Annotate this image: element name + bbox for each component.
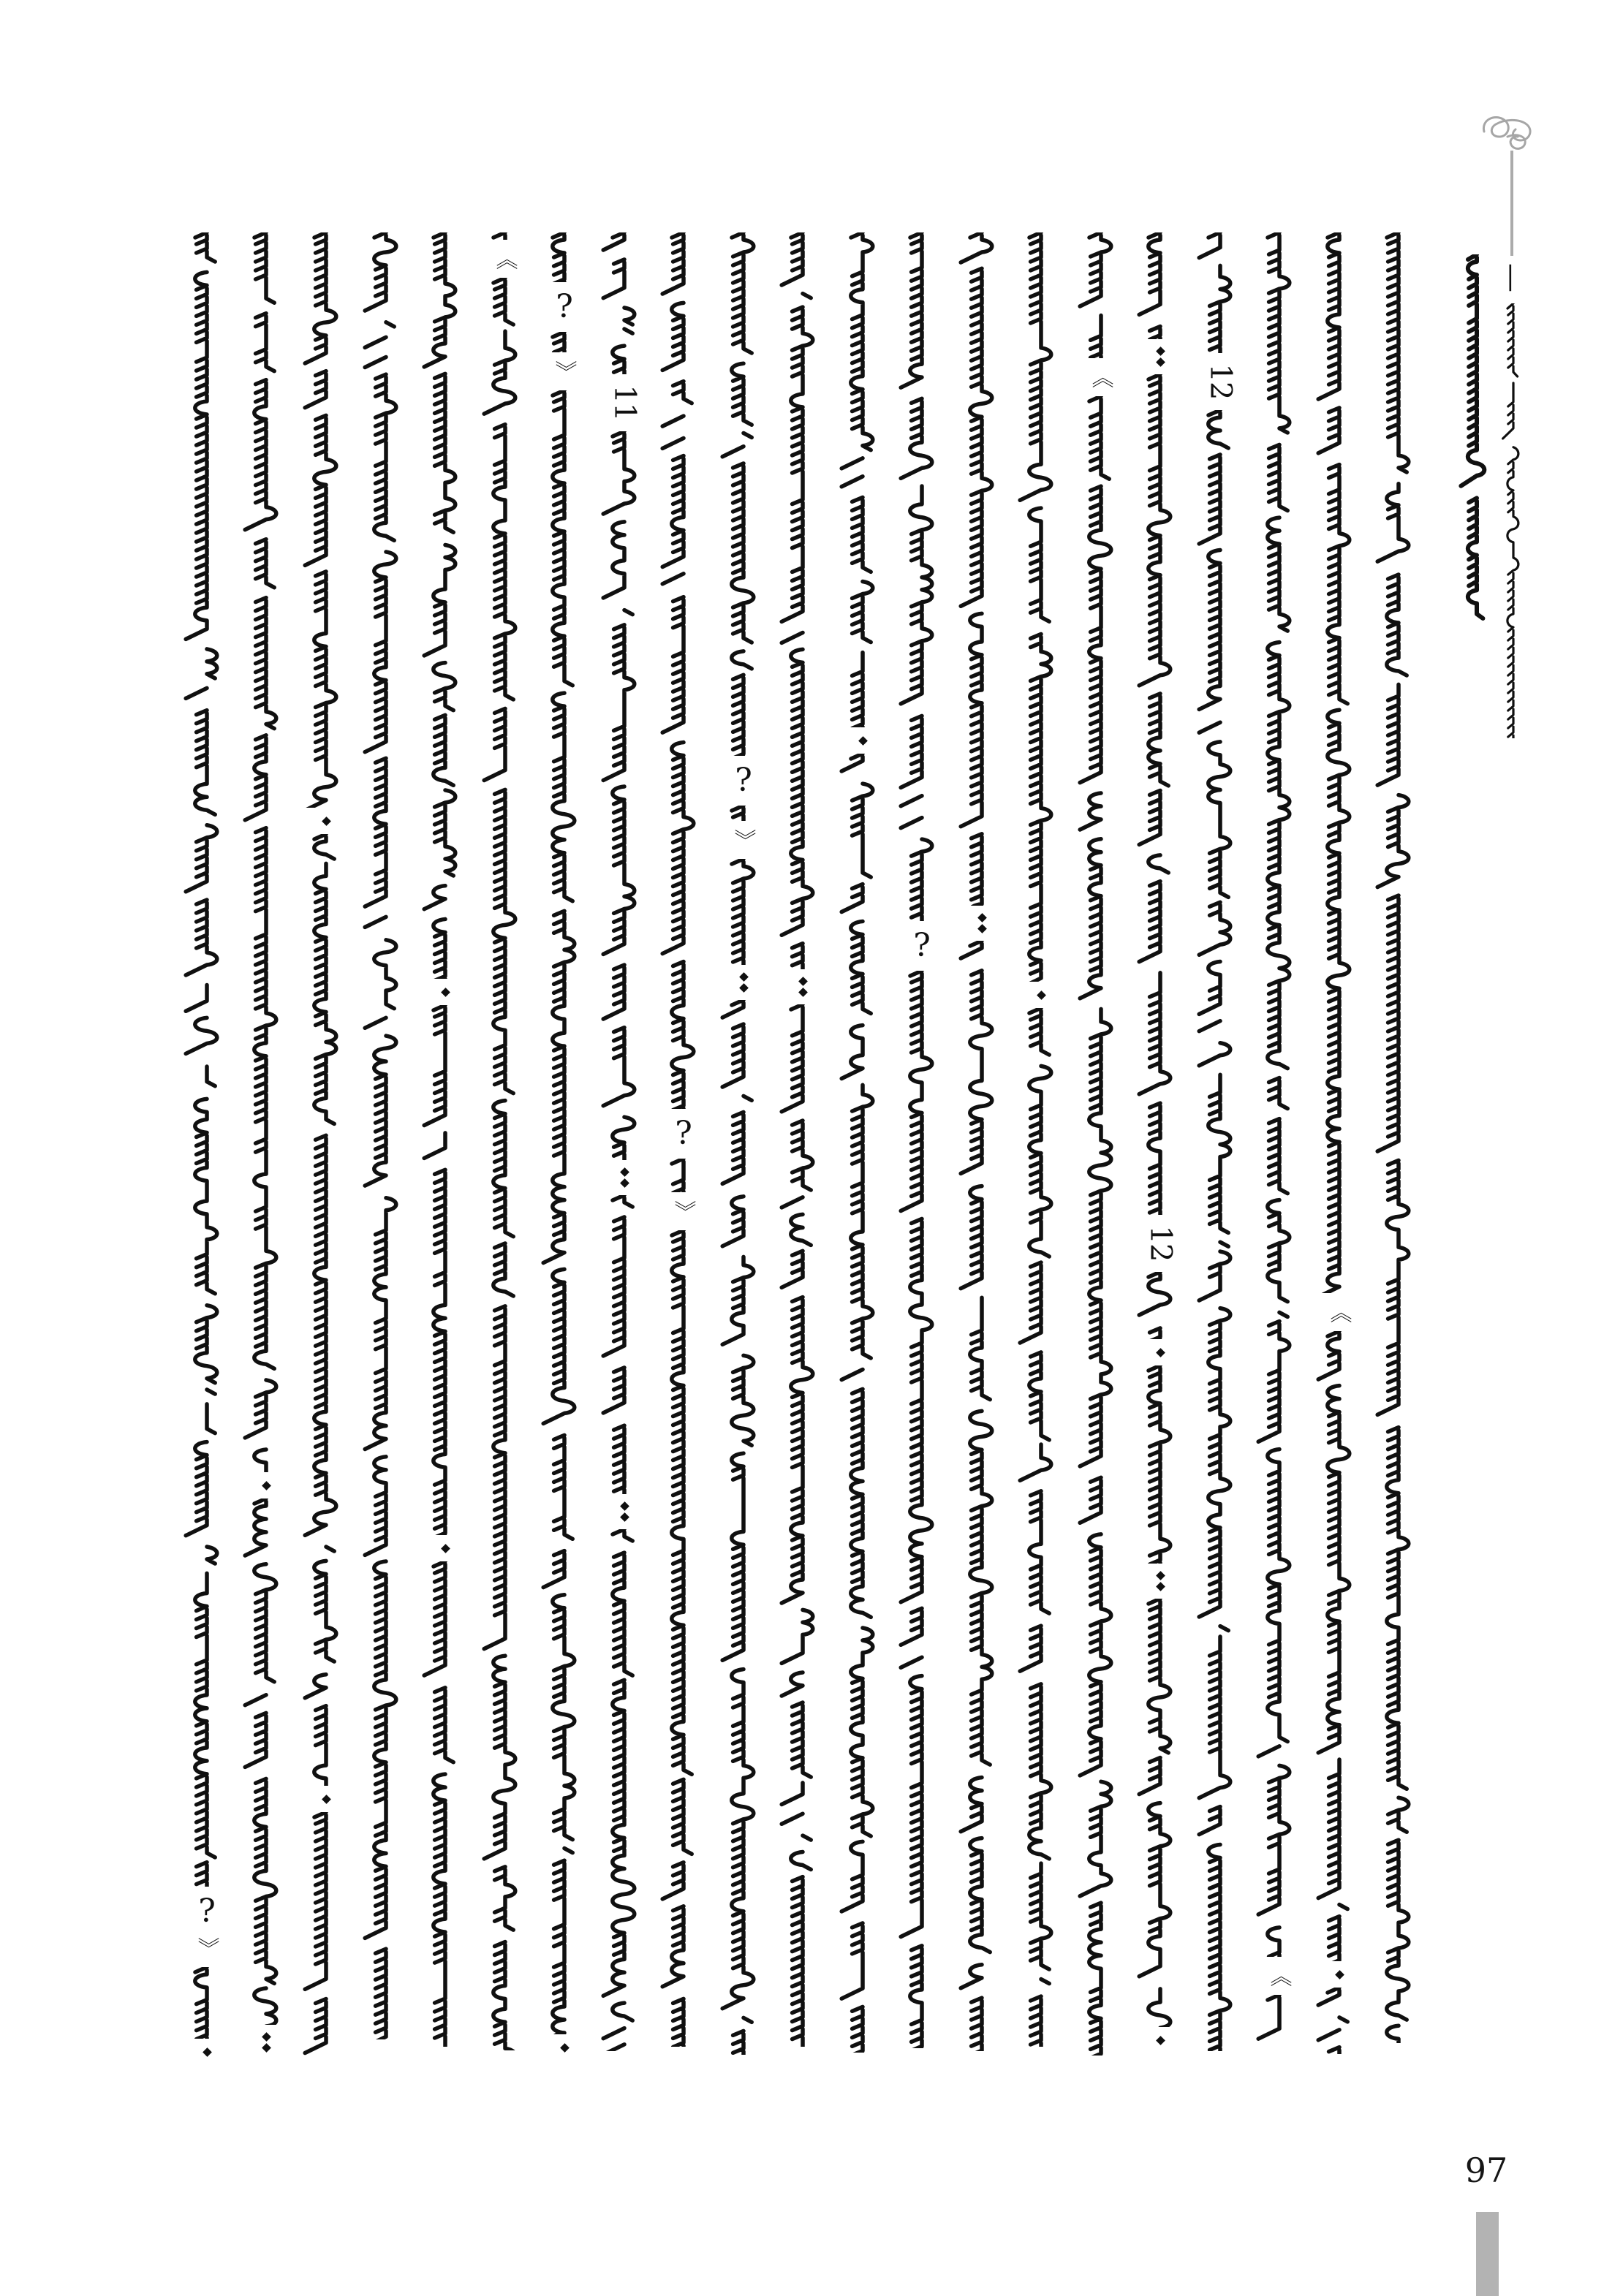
double-dot: [1157, 346, 1164, 367]
word-dot: [860, 735, 866, 746]
word-dot: [1157, 2034, 1164, 2046]
text-column: [1374, 232, 1423, 2043]
text-column: [241, 232, 291, 2053]
double-dot: [263, 2032, 270, 2053]
question-mark: ?: [913, 927, 931, 964]
double-dot: [1157, 1571, 1164, 1591]
open-quote-bracket: 《: [1089, 366, 1114, 388]
text-column: [182, 232, 232, 2058]
page-edge-marker: [1476, 2212, 1499, 2296]
open-quote-bracket: 《: [1327, 1301, 1352, 1323]
word-dot: [323, 815, 330, 827]
text-column: [1195, 232, 1245, 2051]
numeral: 11: [608, 384, 641, 421]
page-number: 97: [1464, 2151, 1508, 2190]
text-column: [361, 232, 411, 2039]
word-dot: [442, 1542, 449, 1554]
word-dot: [204, 2046, 211, 2058]
text-column: [778, 232, 828, 2047]
question-mark: ?: [675, 1115, 692, 1152]
text-column: [599, 232, 649, 2051]
word-dot: [442, 986, 449, 998]
text-column: [480, 232, 530, 2050]
text-column: [1016, 232, 1066, 2047]
open-quote-bracket: 《: [493, 248, 518, 270]
close-quote-bracket: 》: [552, 360, 578, 382]
close-quote-bracket: 》: [671, 1200, 697, 1222]
question-mark: ?: [198, 1893, 216, 1930]
text-column: [957, 232, 1007, 2051]
word-dot: [323, 1793, 330, 1805]
word-dot: [263, 1479, 270, 1491]
flourish-ornament-icon: [1478, 110, 1546, 154]
text-column: [1488, 303, 1538, 738]
text-column: [897, 232, 947, 2048]
text-column: [838, 232, 888, 2053]
header-dash: —: [1495, 263, 1529, 292]
text-column: [1314, 232, 1364, 2054]
question-mark: ?: [735, 762, 752, 799]
text-column: [540, 232, 589, 2053]
question-mark: ?: [556, 288, 573, 325]
word-dot: [561, 2042, 568, 2053]
text-column: [719, 232, 768, 2055]
word-dot: [1336, 1969, 1343, 1980]
double-dot: [621, 1167, 628, 1188]
double-dot: [621, 1501, 628, 1522]
word-dot: [1157, 1346, 1164, 1358]
text-column: [1255, 232, 1304, 2047]
text-column: [659, 232, 708, 2047]
word-dot: [1038, 989, 1045, 1001]
text-column: [420, 232, 470, 2047]
numeral: 12: [1143, 1225, 1177, 1262]
text-column: [1076, 232, 1126, 2056]
double-dot: [741, 972, 747, 993]
text-column: [1135, 232, 1185, 2046]
double-dot: [979, 913, 985, 933]
header-rule: [1510, 151, 1513, 256]
numeral: 12: [1203, 363, 1237, 400]
double-dot: [800, 977, 806, 997]
close-quote-bracket: 》: [194, 1937, 220, 1959]
open-quote-bracket: 《: [1267, 1965, 1293, 1987]
close-quote-bracket: 》: [731, 829, 757, 851]
text-column: [301, 232, 351, 2056]
